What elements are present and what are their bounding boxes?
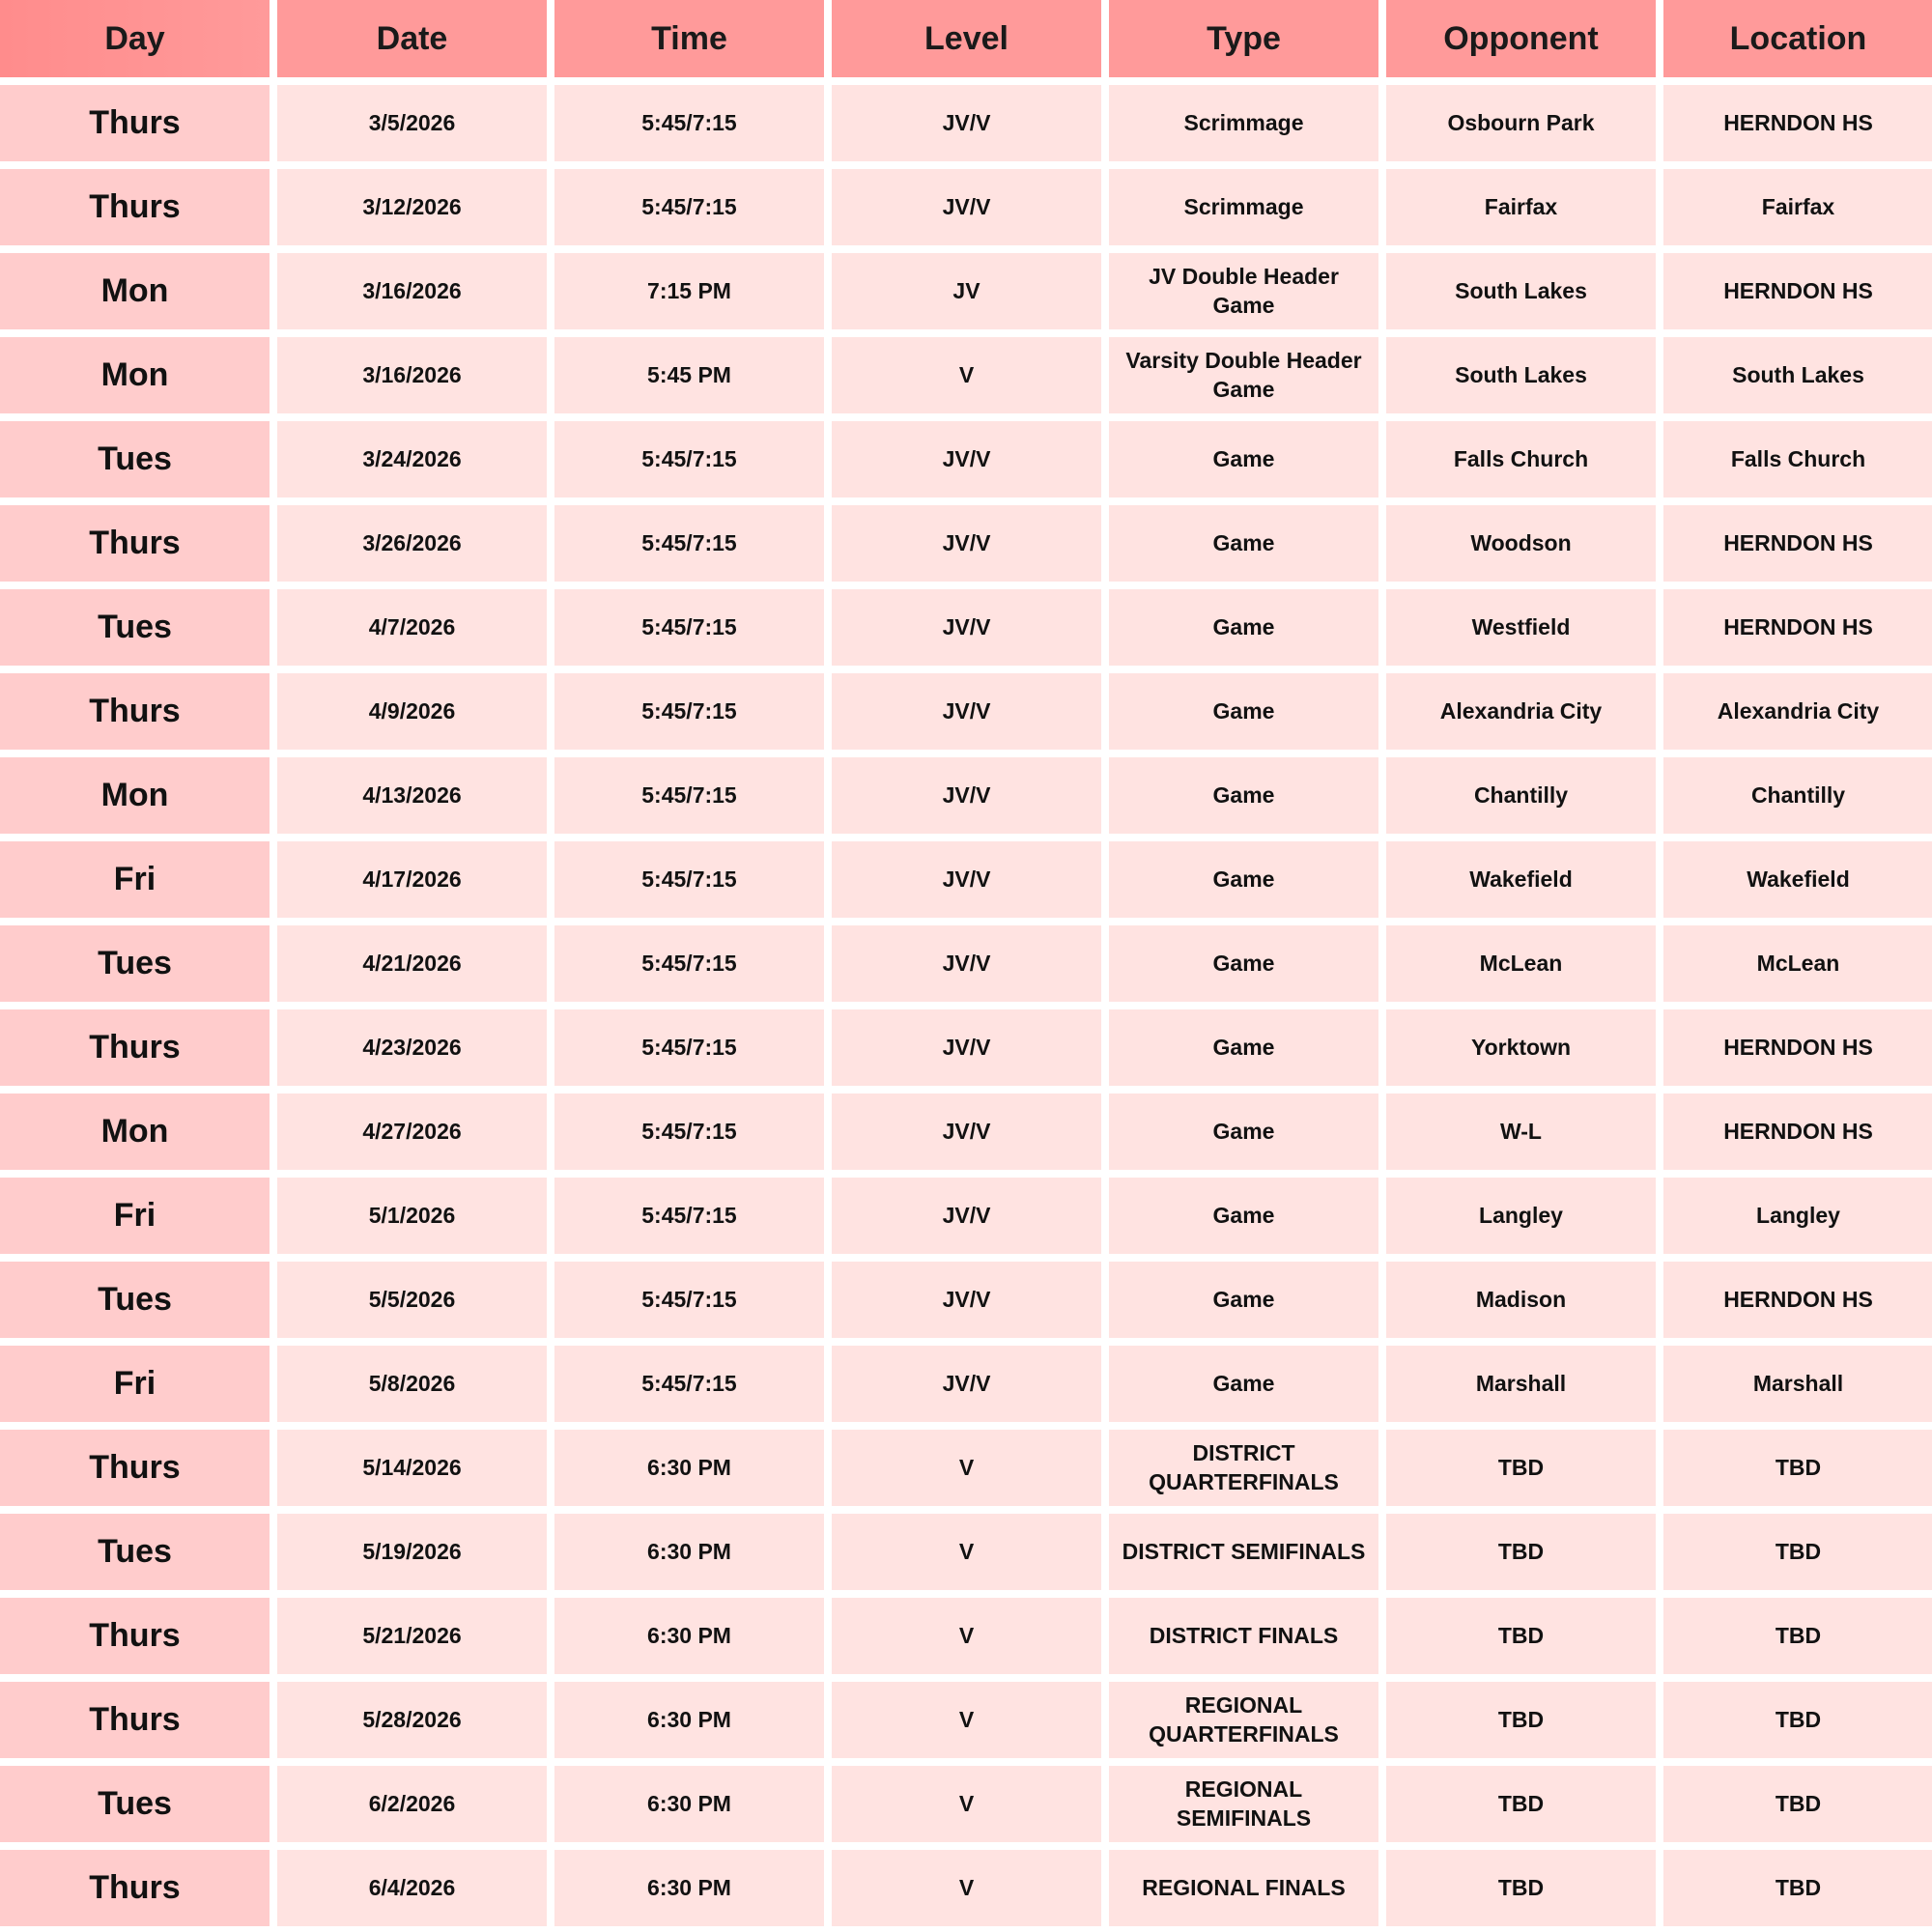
- header-type: Type: [1109, 0, 1378, 77]
- cell-location: HERNDON HS: [1663, 253, 1932, 329]
- cell-opponent: TBD: [1386, 1598, 1656, 1674]
- cell-type: Game: [1109, 925, 1378, 1002]
- cell-time: 5:45/7:15: [554, 589, 824, 666]
- cell-type: REGIONAL FINALS: [1109, 1850, 1378, 1926]
- cell-date: 6/2/2026: [277, 1766, 547, 1842]
- cell-date: 5/14/2026: [277, 1430, 547, 1506]
- cell-location: HERNDON HS: [1663, 589, 1932, 666]
- cell-location: HERNDON HS: [1663, 1262, 1932, 1338]
- cell-day: Mon: [0, 1094, 270, 1170]
- cell-date: 5/8/2026: [277, 1346, 547, 1422]
- cell-time: 6:30 PM: [554, 1850, 824, 1926]
- cell-location: South Lakes: [1663, 337, 1932, 413]
- cell-day: Tues: [0, 589, 270, 666]
- cell-opponent: McLean: [1386, 925, 1656, 1002]
- cell-type: DISTRICT QUARTERFINALS: [1109, 1430, 1378, 1506]
- cell-date: 4/21/2026: [277, 925, 547, 1002]
- cell-location: Chantilly: [1663, 757, 1932, 834]
- cell-day: Tues: [0, 421, 270, 497]
- cell-date: 4/9/2026: [277, 673, 547, 750]
- cell-day: Mon: [0, 337, 270, 413]
- cell-type: JV Double Header Game: [1109, 253, 1378, 329]
- cell-opponent: TBD: [1386, 1766, 1656, 1842]
- cell-location: Alexandria City: [1663, 673, 1932, 750]
- cell-opponent: Langley: [1386, 1178, 1656, 1254]
- cell-time: 7:15 PM: [554, 253, 824, 329]
- cell-date: 4/7/2026: [277, 589, 547, 666]
- cell-day: Thurs: [0, 169, 270, 245]
- cell-level: JV/V: [832, 757, 1101, 834]
- cell-day: Fri: [0, 1178, 270, 1254]
- cell-opponent: Westfield: [1386, 589, 1656, 666]
- cell-level: JV/V: [832, 589, 1101, 666]
- cell-location: TBD: [1663, 1514, 1932, 1590]
- cell-time: 5:45/7:15: [554, 1346, 824, 1422]
- cell-opponent: TBD: [1386, 1430, 1656, 1506]
- cell-time: 5:45/7:15: [554, 421, 824, 497]
- cell-location: TBD: [1663, 1430, 1932, 1506]
- cell-time: 5:45/7:15: [554, 505, 824, 582]
- cell-level: JV/V: [832, 841, 1101, 918]
- cell-level: JV: [832, 253, 1101, 329]
- cell-day: Fri: [0, 841, 270, 918]
- cell-type: Scrimmage: [1109, 169, 1378, 245]
- cell-location: Falls Church: [1663, 421, 1932, 497]
- cell-type: Game: [1109, 1262, 1378, 1338]
- cell-date: 3/5/2026: [277, 85, 547, 161]
- cell-level: JV/V: [832, 673, 1101, 750]
- cell-type: DISTRICT FINALS: [1109, 1598, 1378, 1674]
- cell-type: DISTRICT SEMIFINALS: [1109, 1514, 1378, 1590]
- cell-date: 4/27/2026: [277, 1094, 547, 1170]
- cell-type: Game: [1109, 1094, 1378, 1170]
- cell-day: Thurs: [0, 1430, 270, 1506]
- cell-level: JV/V: [832, 1262, 1101, 1338]
- cell-time: 5:45/7:15: [554, 85, 824, 161]
- cell-type: Game: [1109, 673, 1378, 750]
- cell-level: JV/V: [832, 925, 1101, 1002]
- cell-opponent: Fairfax: [1386, 169, 1656, 245]
- cell-day: Mon: [0, 757, 270, 834]
- cell-type: Game: [1109, 757, 1378, 834]
- cell-opponent: TBD: [1386, 1682, 1656, 1758]
- header-date: Date: [277, 0, 547, 77]
- cell-opponent: TBD: [1386, 1850, 1656, 1926]
- cell-day: Thurs: [0, 1598, 270, 1674]
- cell-location: Marshall: [1663, 1346, 1932, 1422]
- cell-day: Thurs: [0, 85, 270, 161]
- cell-level: V: [832, 1430, 1101, 1506]
- cell-time: 5:45/7:15: [554, 1094, 824, 1170]
- cell-day: Tues: [0, 925, 270, 1002]
- cell-time: 6:30 PM: [554, 1766, 824, 1842]
- cell-date: 4/13/2026: [277, 757, 547, 834]
- cell-date: 5/21/2026: [277, 1598, 547, 1674]
- cell-day: Tues: [0, 1514, 270, 1590]
- cell-day: Tues: [0, 1766, 270, 1842]
- cell-date: 3/16/2026: [277, 337, 547, 413]
- cell-time: 6:30 PM: [554, 1514, 824, 1590]
- cell-time: 6:30 PM: [554, 1430, 824, 1506]
- cell-opponent: Alexandria City: [1386, 673, 1656, 750]
- cell-level: JV/V: [832, 1009, 1101, 1086]
- cell-type: Game: [1109, 1009, 1378, 1086]
- cell-type: REGIONAL QUARTERFINALS: [1109, 1682, 1378, 1758]
- cell-opponent: Wakefield: [1386, 841, 1656, 918]
- header-time: Time: [554, 0, 824, 77]
- cell-location: McLean: [1663, 925, 1932, 1002]
- cell-day: Thurs: [0, 1009, 270, 1086]
- cell-opponent: Falls Church: [1386, 421, 1656, 497]
- cell-time: 5:45 PM: [554, 337, 824, 413]
- cell-time: 5:45/7:15: [554, 925, 824, 1002]
- cell-date: 5/5/2026: [277, 1262, 547, 1338]
- cell-day: Thurs: [0, 505, 270, 582]
- header-level: Level: [832, 0, 1101, 77]
- cell-date: 3/12/2026: [277, 169, 547, 245]
- header-location: Location: [1663, 0, 1932, 77]
- cell-type: Game: [1109, 841, 1378, 918]
- header-day: Day: [0, 0, 270, 77]
- cell-date: 4/23/2026: [277, 1009, 547, 1086]
- cell-location: TBD: [1663, 1682, 1932, 1758]
- cell-opponent: Madison: [1386, 1262, 1656, 1338]
- cell-level: V: [832, 337, 1101, 413]
- cell-time: 5:45/7:15: [554, 1178, 824, 1254]
- cell-level: V: [832, 1766, 1101, 1842]
- cell-time: 5:45/7:15: [554, 757, 824, 834]
- cell-date: 6/4/2026: [277, 1850, 547, 1926]
- cell-time: 5:45/7:15: [554, 673, 824, 750]
- cell-type: Game: [1109, 1346, 1378, 1422]
- cell-date: 5/28/2026: [277, 1682, 547, 1758]
- cell-time: 5:45/7:15: [554, 1009, 824, 1086]
- cell-type: REGIONAL SEMIFINALS: [1109, 1766, 1378, 1842]
- cell-opponent: Chantilly: [1386, 757, 1656, 834]
- cell-time: 5:45/7:15: [554, 1262, 824, 1338]
- cell-opponent: Yorktown: [1386, 1009, 1656, 1086]
- header-opponent: Opponent: [1386, 0, 1656, 77]
- cell-opponent: W-L: [1386, 1094, 1656, 1170]
- cell-time: 5:45/7:15: [554, 169, 824, 245]
- cell-level: JV/V: [832, 169, 1101, 245]
- cell-day: Fri: [0, 1346, 270, 1422]
- cell-date: 3/24/2026: [277, 421, 547, 497]
- cell-time: 5:45/7:15: [554, 841, 824, 918]
- cell-opponent: Woodson: [1386, 505, 1656, 582]
- cell-location: Fairfax: [1663, 169, 1932, 245]
- cell-opponent: Marshall: [1386, 1346, 1656, 1422]
- cell-level: JV/V: [832, 1346, 1101, 1422]
- cell-type: Game: [1109, 589, 1378, 666]
- cell-day: Mon: [0, 253, 270, 329]
- cell-level: JV/V: [832, 505, 1101, 582]
- cell-level: JV/V: [832, 85, 1101, 161]
- cell-location: HERNDON HS: [1663, 1094, 1932, 1170]
- cell-time: 6:30 PM: [554, 1598, 824, 1674]
- cell-location: TBD: [1663, 1766, 1932, 1842]
- cell-type: Varsity Double Header Game: [1109, 337, 1378, 413]
- cell-level: V: [832, 1514, 1101, 1590]
- cell-level: JV/V: [832, 421, 1101, 497]
- cell-location: HERNDON HS: [1663, 505, 1932, 582]
- cell-opponent: TBD: [1386, 1514, 1656, 1590]
- cell-day: Tues: [0, 1262, 270, 1338]
- cell-date: 3/26/2026: [277, 505, 547, 582]
- cell-location: HERNDON HS: [1663, 85, 1932, 161]
- cell-level: V: [832, 1682, 1101, 1758]
- cell-location: Wakefield: [1663, 841, 1932, 918]
- cell-level: JV/V: [832, 1094, 1101, 1170]
- cell-date: 3/16/2026: [277, 253, 547, 329]
- cell-day: Thurs: [0, 673, 270, 750]
- cell-type: Game: [1109, 1178, 1378, 1254]
- cell-date: 5/1/2026: [277, 1178, 547, 1254]
- cell-date: 4/17/2026: [277, 841, 547, 918]
- cell-day: Thurs: [0, 1850, 270, 1926]
- cell-opponent: Osbourn Park: [1386, 85, 1656, 161]
- cell-type: Game: [1109, 421, 1378, 497]
- cell-location: Langley: [1663, 1178, 1932, 1254]
- cell-level: V: [832, 1598, 1101, 1674]
- cell-location: HERNDON HS: [1663, 1009, 1932, 1086]
- cell-location: TBD: [1663, 1598, 1932, 1674]
- cell-location: TBD: [1663, 1850, 1932, 1926]
- cell-day: Thurs: [0, 1682, 270, 1758]
- cell-type: Game: [1109, 505, 1378, 582]
- cell-level: V: [832, 1850, 1101, 1926]
- cell-date: 5/19/2026: [277, 1514, 547, 1590]
- cell-level: JV/V: [832, 1178, 1101, 1254]
- cell-time: 6:30 PM: [554, 1682, 824, 1758]
- cell-opponent: South Lakes: [1386, 337, 1656, 413]
- cell-opponent: South Lakes: [1386, 253, 1656, 329]
- cell-type: Scrimmage: [1109, 85, 1378, 161]
